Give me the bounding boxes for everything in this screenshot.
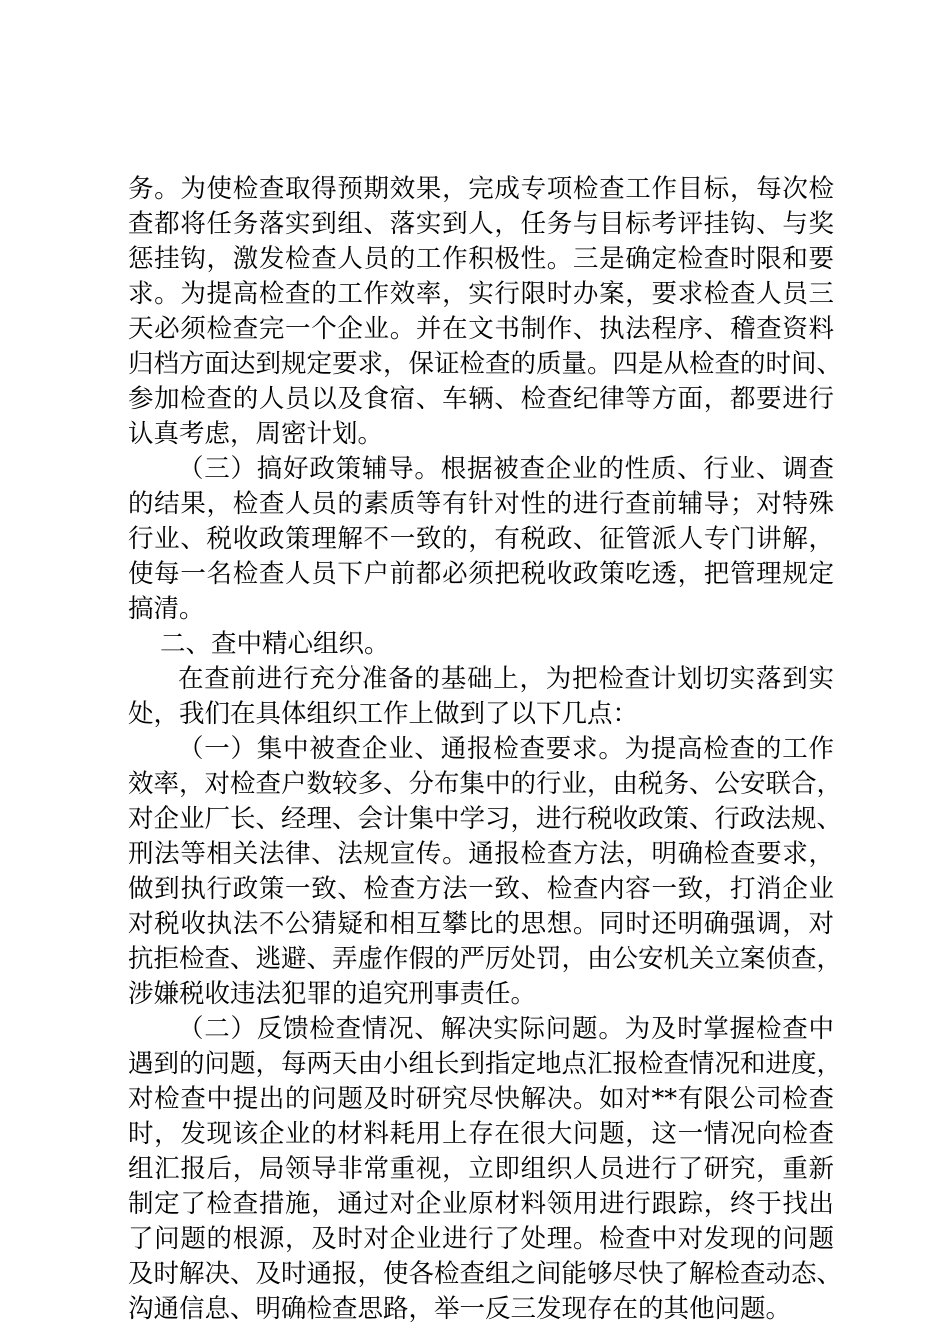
text-line: 沟通信息、明确检查思路，举一反三发现存在的其他问题。 [128,1294,792,1324]
text-line: 搞清。 [128,594,205,624]
text-line: 惩挂钩，激发检查人员的工作积极性。三是确定检查时限和要 [128,244,834,274]
text-line: 认真考虑，周密计划。 [128,419,384,449]
document-body [128,172,843,1327]
section-heading: 二、查中精心组织。 [160,629,390,659]
text-line: 行业、税收政策理解不一致的，有税政、征管派人专门讲解， [128,524,834,554]
text-line: 涉嫌税收违法犯罪的追究刑事责任。 [128,979,537,1009]
text-line: （二）反馈检查情况、解决实际问题。为及时掌握检查中 [178,1014,834,1044]
text-line: （三）搞好政策辅导。根据被查企业的性质、行业、调查 [178,454,834,484]
text-line: 务。为使检查取得预期效果，完成专项检查工作目标，每次检 [128,174,834,204]
text-line: 天必须检查完一个企业。并在文书制作、执法程序、稽查资料 [128,314,834,344]
text-line: 的结果，检查人员的素质等有针对性的进行查前辅导；对特殊 [128,489,834,519]
text-line: 处，我们在具体组织工作上做到了以下几点： [128,699,639,729]
text-line: 制定了检查措施，通过对企业原材料领用进行跟踪，终于找出 [128,1189,834,1219]
text-line: 对税收执法不公猜疑和相互攀比的思想。同时还明确强调，对 [128,909,834,939]
text-line: 在查前进行充分准备的基础上，为把检查计划切实落到实 [178,664,834,694]
text-line: 使每一名检查人员下户前都必须把税收政策吃透，把管理规定 [128,559,834,589]
text-line: 时，发现该企业的材料耗用上存在很大问题，这一情况向检查 [128,1119,834,1149]
text-line: 遇到的问题，每两天由小组长到指定地点汇报检查情况和进度， [128,1049,843,1079]
text-line: 了问题的根源，及时对企业进行了处理。检查中对发现的问题 [128,1224,834,1254]
text-line: 刑法等相关法律、法规宣传。通报检查方法，明确检查要求， [128,839,834,869]
text-line: 查都将任务落实到组、落实到人，任务与目标考评挂钩、与奖 [128,209,834,239]
text-line: 参加检查的人员以及食宿、车辆、检查纪律等方面，都要进行 [128,384,834,414]
text-line: 抗拒检查、逃避、弄虚作假的严厉处罚，由公安机关立案侦查， [128,944,843,974]
text-line: 归档方面达到规定要求，保证检查的质量。四是从检查的时间、 [128,349,843,379]
text-line: 效率，对检查户数较多、分布集中的行业，由税务、公安联合， [128,769,843,799]
text-line: （一）集中被查企业、通报检查要求。为提高检查的工作 [178,734,834,764]
text-line: 求。为提高检查的工作效率，实行限时办案，要求检查人员三 [128,279,834,309]
text-line: 对企业厂长、经理、会计集中学习，进行税收政策、行政法规、 [128,804,843,834]
text-line: 及时解决、及时通报，使各检查组之间能够尽快了解检查动态、 [128,1259,843,1289]
text-line: 做到执行政策一致、检查方法一致、检查内容一致，打消企业 [128,874,834,904]
text-line: 组汇报后，局领导非常重视，立即组织人员进行了研究，重新 [128,1154,834,1184]
text-line: 对检查中提出的问题及时研究尽快解决。如对**有限公司检查 [128,1084,834,1114]
